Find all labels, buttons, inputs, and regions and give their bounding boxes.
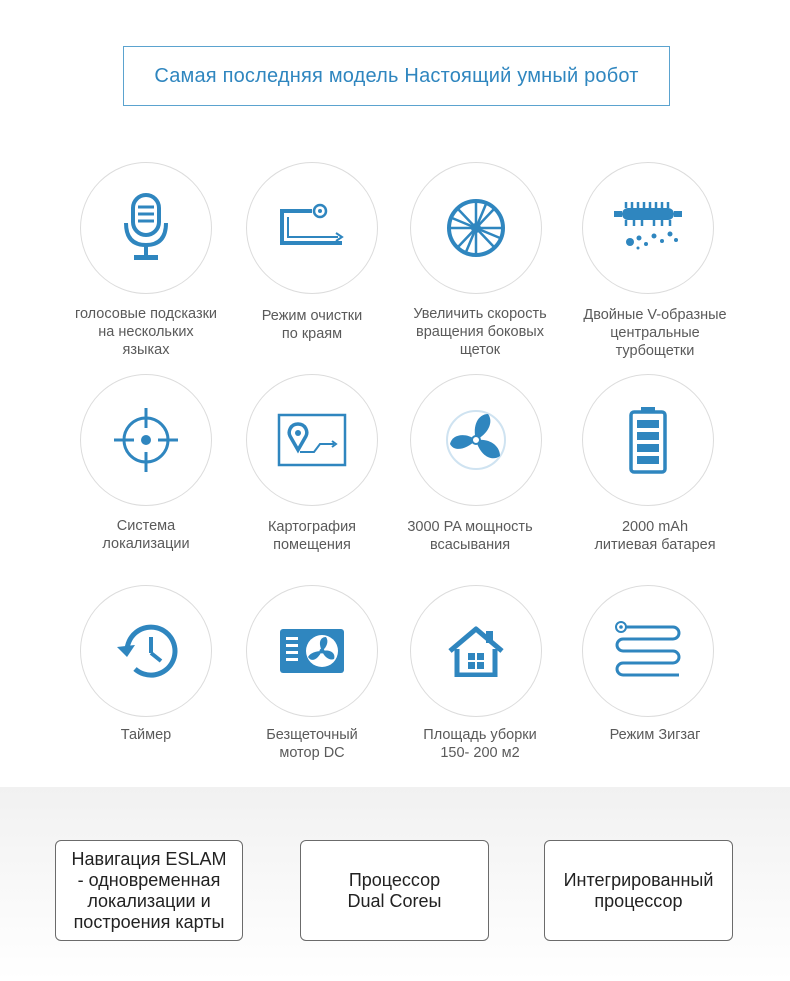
feature-label-timer: Таймер	[120, 727, 172, 743]
battery-icon	[628, 406, 668, 474]
feature-label-mapping: Картография помещения	[267, 519, 357, 553]
feature-circle	[582, 585, 714, 717]
timer-icon	[113, 621, 179, 681]
map-pin-icon	[276, 412, 348, 468]
motor-icon	[278, 627, 346, 675]
feature-circle	[80, 374, 212, 506]
feature-label-zigzag: Режим Зигзаг	[609, 727, 701, 743]
feature-label-side-brush: Увеличить скорость вращения боковых щеток	[413, 306, 547, 358]
page-title: Самая последняя модель Настоящий умный робот	[123, 46, 670, 106]
feature-circle	[80, 162, 212, 294]
feature-label-suction: 3000 PA мощность всасывания	[407, 519, 533, 553]
feature-circle	[582, 374, 714, 506]
zigzag-icon	[613, 619, 683, 683]
microphone-icon	[116, 193, 176, 263]
feature-label-area: Площадь уборки 150- 200 м2	[423, 727, 537, 761]
feature-circle	[410, 162, 542, 294]
feature-label-motor: Безщеточный мотор DC	[266, 727, 358, 761]
feature-label-localization: Система локализации	[102, 518, 190, 552]
feature-label-roller: Двойные V-образные центральные турбощетки	[583, 307, 727, 359]
feature-label-battery: 2000 mAh литиевая батарея	[594, 519, 716, 553]
feature-circle	[410, 374, 542, 506]
crosshair-icon	[114, 408, 178, 472]
feature-circle	[80, 585, 212, 717]
feature-circle	[246, 162, 378, 294]
fan-icon	[444, 408, 508, 472]
side-brush-icon	[444, 196, 508, 260]
tech-box-eslam: Навигация ESLAM - одновременная локализации и построения карты	[55, 840, 243, 941]
feature-circle	[410, 585, 542, 717]
house-icon	[446, 625, 506, 677]
roller-brush-icon	[612, 200, 684, 256]
edge-cleaning-icon	[276, 203, 348, 253]
tech-box-integrated: Интегрированный процессор	[544, 840, 733, 941]
feature-circle	[246, 374, 378, 506]
feature-label-voice: голосовые подсказки на нескольких языках	[74, 306, 218, 358]
tech-box-processor: Процессор Dual Coreы	[300, 840, 489, 941]
feature-circle	[582, 162, 714, 294]
feature-circle	[246, 585, 378, 717]
feature-label-edge: Режим очистки по краям	[261, 308, 363, 342]
